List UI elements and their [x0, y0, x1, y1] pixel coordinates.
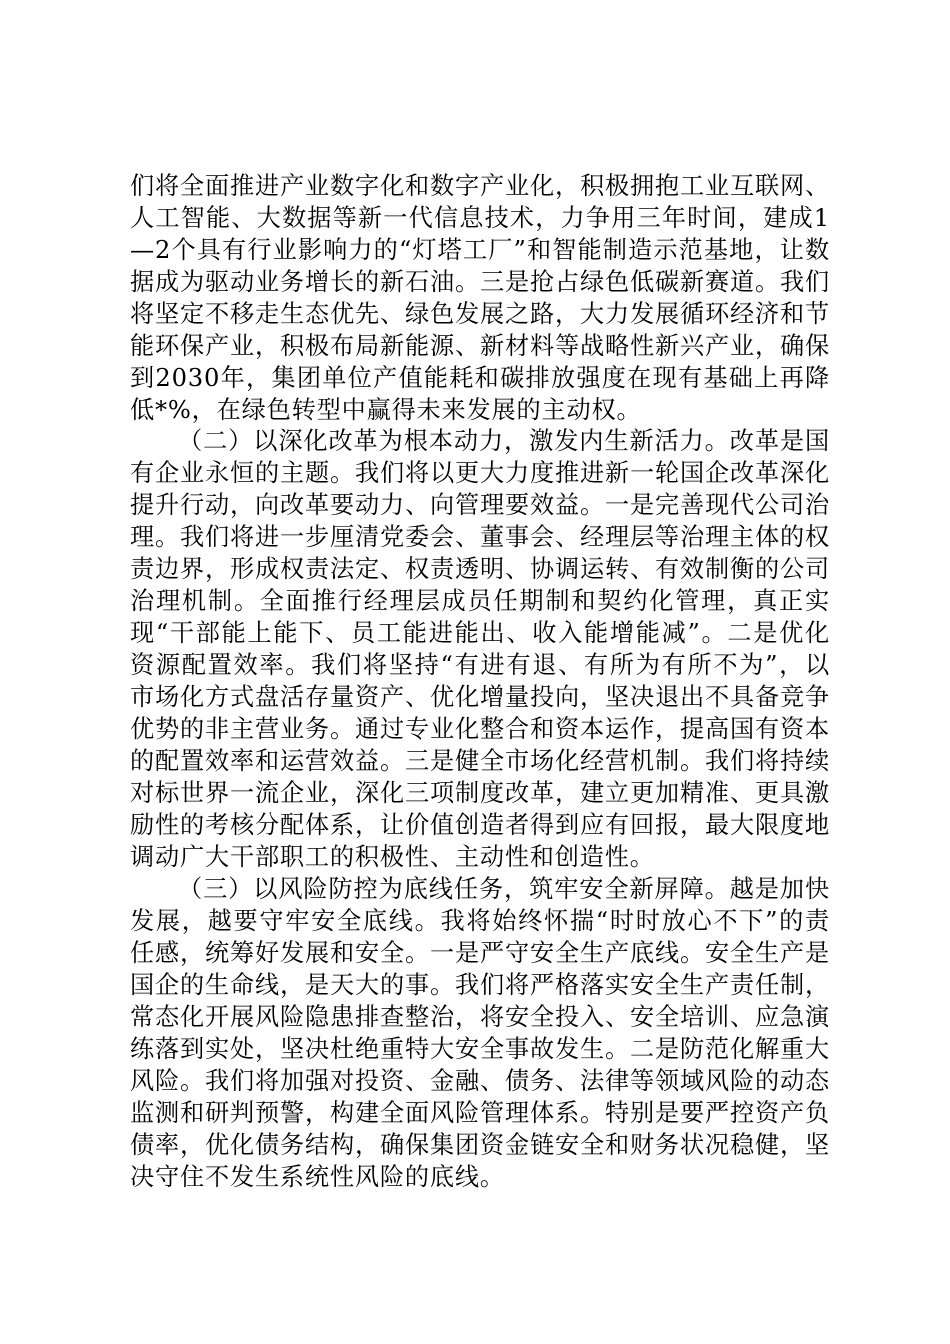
paragraph-reform: （二）以深化改革为根本动力，激发内生新活力。改革是国有企业永恒的主题。我们将以更大力度推进新一轮国企改革深化提升行动，向改革要动力、向管理要效益。一是完善现代公司治理。我们将进一步厘清党委会、董事会、经理层等治理主体的权责边界，形成权责法定、权责透明、协调运转、有效制衡的公司治理机制。全面推行经理层成员任期制和契约化管理，真正实现“干部能上能下、员工能进能出、收入能增能减”。二是优化资源配置效率。我们将坚持“有进有退、有所为有所不为”，以市场化方式盘活存量资产、优化增量投向，坚决退出不具备竞争优势的非主营业务。通过专业化整合和资本运作，提高国有资本的配置效率和运营效益。三是健全市场化经营机制。我们将持续对标世界一流企业，深化三项制度改革，建立更加精准、更具激励性的考核分配体系，让价值创造者得到应有回报，最大限度地调动广大干部职工的积极性、主动性和创造性。 [130, 427, 830, 871]
paragraph-risk-control: （三）以风险防控为底线任务，筑牢安全新屏障。越是加快发展，越要守牢安全底线。我将始终怀揣“时时放心不下”的责任感，统筹好发展和安全。一是严守安全生产底线。安全生产是国企的生命线，是天大的事。我们将严格落实安全生产责任制，常态化开展风险隐患排查整治，将安全投入、安全培训、应急演练落到实处，坚决杜绝重特大安全事故发生。二是防范化解重大风险。我们将加强对投资、金融、债务、法律等领域风险的动态监测和研判预警，构建全面风险管理体系。特别是要严控资产负债率，优化债务结构，确保集团资金链安全和财务状况稳健，坚决守住不发生系统性风险的底线。 [130, 875, 830, 1191]
paragraph-continuation: 们将全面推进产业数字化和数字产业化，积极拥抱工业互联网、人工智能、大数据等新一代信息技术，力争用三年时间，建成1—2个具有行业影响力的“灯塔工厂”和智能制造示范基地，让数据成为驱动业务增长的新石油。三是抢占绿色低碳新赛道。我们将坚定不移走生态优先、绿色发展之路，大力发展循环经济和节能环保产业，积极布局新能源、新材料等战略性新兴产业，确保到2030年，集团单位产值能耗和碳排放强度在现有基础上再降低*%，在绿色转型中赢得未来发展的主动权。 [130, 172, 830, 424]
